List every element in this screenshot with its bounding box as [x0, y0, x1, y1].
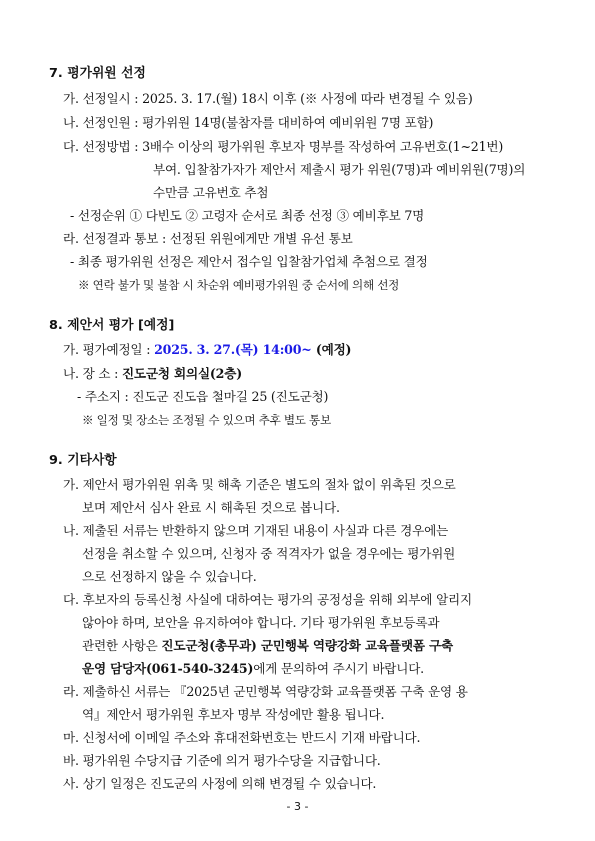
s9-ga-line1: 가. 제안서 평가위원 위촉 및 해촉 기준은 별도의 절차 없이 위촉된 것으로	[63, 477, 456, 492]
s9-contact-dept: 진도군청(총무과) 군민행복 역량강화 교육플랫폼 구축	[161, 638, 453, 653]
s8-place-value: 진도군청 회의실(2층)	[121, 366, 242, 381]
s8-note: ※ 일정 및 장소는 조정될 수 있으며 추후 별도 통보	[82, 413, 331, 427]
s9-da-line1: 다. 후보자의 등록신청 사실에 대하여는 평가의 공정성을 위해 외부에 알리지	[63, 592, 472, 607]
s8-eval-date-label: 가. 평가예정일 :	[63, 342, 155, 357]
s7-selection-order: - 선정순위 ① 다빈도 ② 고령자 순서로 최종 선정 ③ 예비후보 7명	[70, 208, 425, 223]
s8-eval-date	[63, 342, 595, 358]
s7-item-na: 나. 선정인원 : 평가위원 14명(불참자를 대비하여 예비위원 7명 포함)	[63, 115, 434, 130]
s8-place	[63, 366, 595, 382]
s9-da-line3-text: 관련한 사항은	[82, 638, 162, 653]
s9-ma: 마. 신청서에 이메일 주소와 휴대전화번호는 반드시 기재 바랍니다.	[63, 730, 421, 745]
s9-da-line2: 않아야 하며, 보안을 유지하여야 합니다. 기타 평가위원 후보등록과	[82, 615, 440, 630]
s9-na-line1: 나. 제출된 서류는 반환하지 않으며 기재된 내용이 사실과 다른 경우에는	[63, 523, 449, 538]
page-number: - 3 -	[286, 800, 309, 813]
s9-ra-line2: 역』제안서 평가위원 후보자 명부 작성에만 활용 됩니다.	[82, 707, 385, 722]
s8-eval-date-suffix: (예정)	[311, 342, 352, 357]
s7-item-ra: 라. 선정결과 통보 : 선정된 위원에게만 개별 유선 통보	[63, 231, 353, 246]
s9-ba: 바. 평가위원 수당지급 기준에 의거 평가수당을 지급합니다.	[63, 753, 381, 768]
s9-da-line4-text: 에게 문의하여 주시기 바랍니다.	[253, 661, 424, 676]
s8-place-label: 나. 장 소 :	[63, 366, 122, 381]
section-7-title: 7. 평가위원 선정	[49, 66, 146, 81]
s7-final-selection: - 최종 평가위원 선정은 제안서 접수일 입찰참가업체 추첨으로 결정	[70, 254, 428, 269]
s9-sa: 사. 상기 일정은 진도군의 사정에 의해 변경될 수 있습니다.	[63, 776, 377, 791]
s7-item-da-line3: 수만큼 고유번호 추첨	[153, 185, 269, 200]
s8-eval-date-value: 2025. 3. 27.(목) 14:00~	[154, 342, 312, 357]
s9-na-line2: 선정을 취소할 수 있으며, 신청자 중 적격자가 없을 경우에는 평가위원	[82, 546, 456, 561]
section-8-title: 8. 제안서 평가 [예정]	[49, 318, 175, 333]
s8-address: - 주소지 : 진도군 진도읍 철마길 25 (진도군청)	[77, 389, 329, 404]
s7-item-da-line2: 부여. 입찰참가자가 제안서 제출시 평가 위원(7명)과 예비위원(7명)의	[153, 162, 526, 177]
s7-item-ga: 가. 선정일시 : 2025. 3. 17.(월) 18시 이후 (※ 사정에 따라 변경될 수 있음)	[63, 91, 473, 106]
s9-na-line3: 으로 선정하지 않을 수 있습니다.	[82, 569, 257, 584]
s9-ra-line1: 라. 제출하신 서류는 『2025년 군민행복 역량강화 교육플랫폼 구축 운영 용	[63, 684, 468, 699]
s9-da-line4	[82, 661, 595, 677]
s9-contact-person: 운영 담당자(061-540-3245)	[82, 661, 254, 676]
s7-note: ※ 연락 불가 및 불참 시 차순위 예비평가위원 중 순서에 의해 선정	[78, 278, 400, 292]
s9-ga-line2: 보며 제안서 심사 완료 시 해촉된 것으로 봅니다.	[82, 500, 340, 515]
s9-da-line3	[82, 638, 595, 654]
section-9-title: 9. 기타사항	[49, 453, 117, 468]
s7-item-da-line1: 다. 선정방법 : 3배수 이상의 평가위원 후보자 명부를 작성하여 고유번호(1~21번)	[63, 139, 504, 154]
